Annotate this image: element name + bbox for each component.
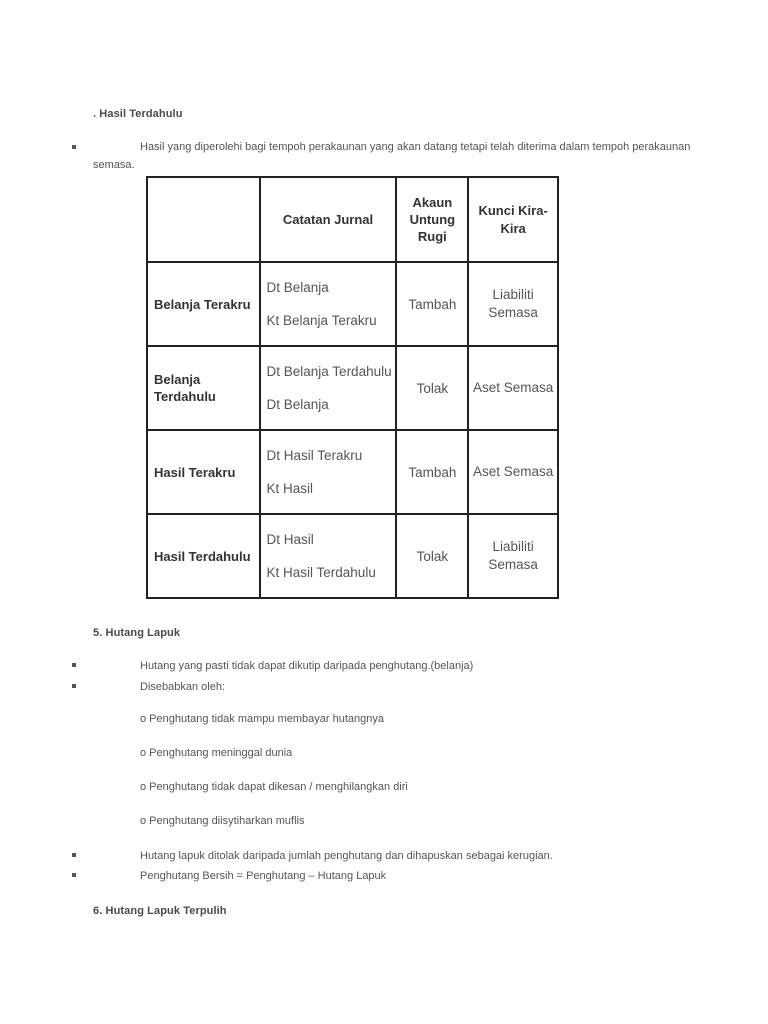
bullet-marker xyxy=(72,684,76,688)
definition-text-cont: semasa. xyxy=(93,159,135,171)
journal-debit: Dt Belanja xyxy=(266,280,329,295)
row-untung-rugi: Tambah xyxy=(396,262,468,346)
journal-credit: Kt Hasil xyxy=(266,481,314,496)
journal-credit: Dt Belanja xyxy=(266,397,329,412)
row-kunci-kira-kira: Liabiliti Semasa xyxy=(468,262,558,346)
header-kunci-kira-kira: Kunci Kira-Kira xyxy=(468,177,558,262)
journal-debit: Dt Belanja Terdahulu xyxy=(266,364,392,379)
table-row xyxy=(147,514,558,598)
section-heading-hutang-lapuk: 5. Hutang Lapuk xyxy=(93,627,181,639)
row-journal xyxy=(260,262,397,346)
journal-debit: Dt Hasil Terakru xyxy=(266,448,363,463)
row-item: Belanja Terdahulu xyxy=(147,346,260,430)
table-header-row xyxy=(147,177,558,262)
header-blank xyxy=(147,177,260,262)
row-journal xyxy=(260,514,397,598)
row-journal xyxy=(260,346,397,430)
row-kunci-kira-kira: Aset Semasa xyxy=(468,430,558,514)
journal-debit: Dt Hasil xyxy=(266,532,314,547)
bullet-marker xyxy=(72,663,76,667)
reason-item: o Penghutang diisytiharkan muflis xyxy=(140,815,305,827)
row-journal xyxy=(260,430,397,514)
penghutang-bersih-formula: Penghutang Bersih = Penghutang – Hutang Lapuk xyxy=(140,870,387,882)
header-akaun-untung-rugi: Akaun Untung Rugi xyxy=(396,177,468,262)
row-untung-rugi: Tolak xyxy=(396,514,468,598)
row-item: Hasil Terdahulu xyxy=(147,514,260,598)
row-untung-rugi: Tambah xyxy=(396,430,468,514)
hutang-lapuk-definition: Hutang yang pasti tidak dapat dikutip daripada penghutang.(belanja) xyxy=(140,660,474,672)
row-kunci-kira-kira: Aset Semasa xyxy=(468,346,558,430)
definition-text: Hasil yang diperolehi bagi tempoh perakaunan yang akan datang tetapi telah diterima dalam tempoh perakaunan xyxy=(140,141,691,153)
section-heading-hutang-lapuk-terpulih: 6. Hutang Lapuk Terpulih xyxy=(93,905,227,917)
journal-credit: Kt Hasil Terdahulu xyxy=(266,565,376,580)
reason-item: o Penghutang meninggal dunia xyxy=(140,747,293,759)
reason-item: o Penghutang tidak mampu membayar hutangnya xyxy=(140,713,384,725)
journal-table xyxy=(146,176,559,599)
hutang-lapuk-causes-intro: Disebabkan oleh: xyxy=(140,681,226,693)
header-catatan-jurnal: Catatan Jurnal xyxy=(260,177,397,262)
table-row xyxy=(147,346,558,430)
row-item: Belanja Terakru xyxy=(147,262,260,346)
bullet-marker xyxy=(72,873,76,877)
journal-credit: Kt Belanja Terakru xyxy=(266,313,377,328)
bullet-marker xyxy=(72,145,76,149)
table-row xyxy=(147,430,558,514)
table-row xyxy=(147,262,558,346)
row-item: Hasil Terakru xyxy=(147,430,260,514)
reason-item: o Penghutang tidak dapat dikesan / menghilangkan diri xyxy=(140,781,408,793)
bullet-marker xyxy=(72,853,76,857)
hutang-lapuk-treatment: Hutang lapuk ditolak daripada jumlah penghutang dan dihapuskan sebagai kerugian. xyxy=(140,850,553,862)
row-untung-rugi: Tolak xyxy=(396,346,468,430)
row-kunci-kira-kira: Liabiliti Semasa xyxy=(468,514,558,598)
section-heading-hasil-terdahulu: . Hasil Terdahulu xyxy=(93,108,183,120)
